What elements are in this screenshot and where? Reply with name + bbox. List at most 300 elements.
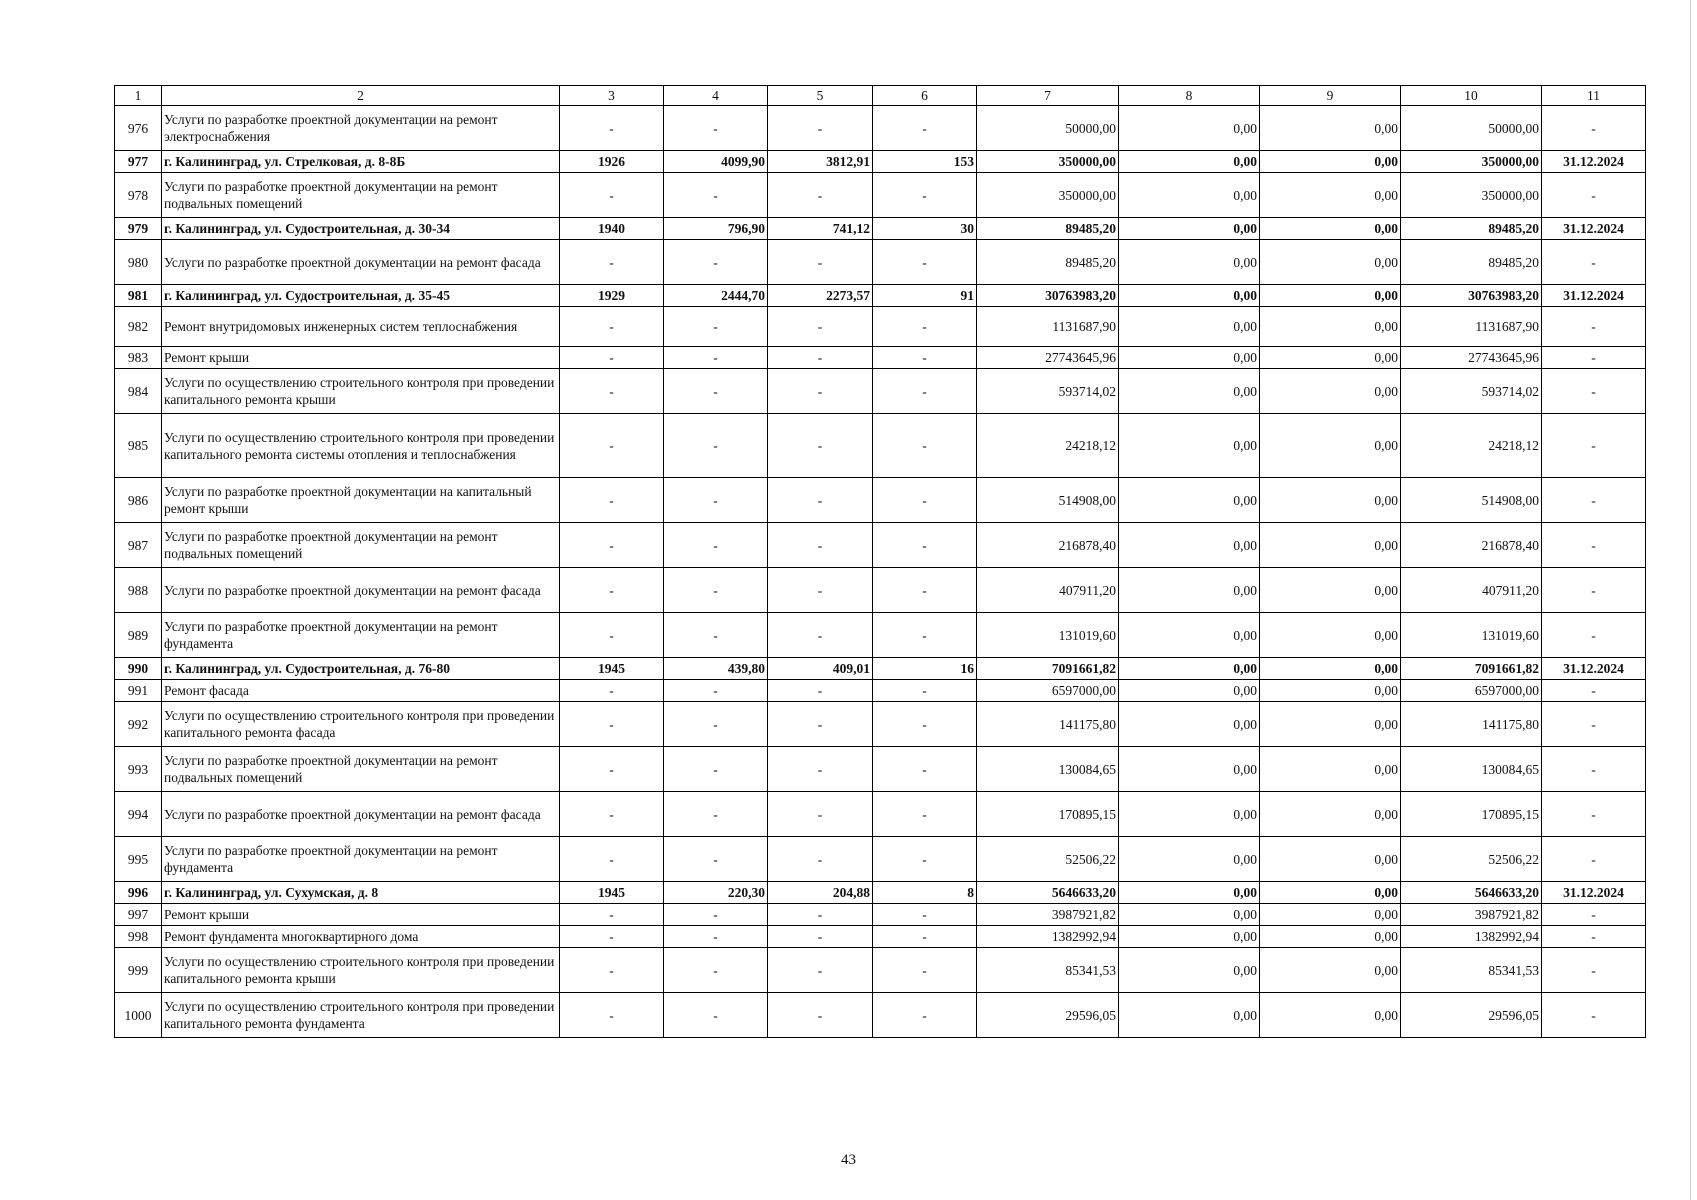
work-description: Ремонт крыши xyxy=(162,904,560,926)
total-cost: 5646633,20 xyxy=(977,882,1119,904)
table-row xyxy=(115,948,1646,993)
row-number: 976 xyxy=(115,106,162,151)
total-cost: 216878,40 xyxy=(977,523,1119,568)
row-number: 993 xyxy=(115,747,162,792)
cost-col-9: 0,00 xyxy=(1260,658,1401,680)
cost-col-8: 0,00 xyxy=(1119,837,1260,882)
table-row xyxy=(115,702,1646,747)
deadline: 31.12.2024 xyxy=(1542,285,1646,307)
total-cost: 1382992,94 xyxy=(977,926,1119,948)
table-row xyxy=(115,993,1646,1038)
deadline: - xyxy=(1542,680,1646,702)
residents-count: - xyxy=(873,904,977,926)
table-row xyxy=(115,369,1646,414)
deadline: - xyxy=(1542,523,1646,568)
row-number: 994 xyxy=(115,792,162,837)
total-cost: 130084,65 xyxy=(977,747,1119,792)
total-area: - xyxy=(664,792,768,837)
living-area: - xyxy=(768,792,873,837)
residents-count: - xyxy=(873,414,977,478)
cost-col-9: 0,00 xyxy=(1260,285,1401,307)
cost-col-10: 30763983,20 xyxy=(1401,285,1542,307)
year-built: - xyxy=(560,702,664,747)
work-description: Услуги по разработке проектной документации на ремонт фундамента xyxy=(162,837,560,882)
total-area: - xyxy=(664,926,768,948)
total-area: - xyxy=(664,523,768,568)
deadline: - xyxy=(1542,747,1646,792)
row-number: 987 xyxy=(115,523,162,568)
cost-col-9: 0,00 xyxy=(1260,613,1401,658)
row-number: 990 xyxy=(115,658,162,680)
cost-col-9: 0,00 xyxy=(1260,948,1401,993)
year-built: - xyxy=(560,680,664,702)
table-row-object xyxy=(115,882,1646,904)
cost-col-8: 0,00 xyxy=(1119,369,1260,414)
cost-col-10: 407911,20 xyxy=(1401,568,1542,613)
cost-col-10: 141175,80 xyxy=(1401,702,1542,747)
cost-col-10: 350000,00 xyxy=(1401,173,1542,218)
living-area: 409,01 xyxy=(768,658,873,680)
residents-count: 91 xyxy=(873,285,977,307)
column-header: 3 xyxy=(560,86,664,106)
repair-register-table xyxy=(114,85,1646,1038)
cost-col-9: 0,00 xyxy=(1260,747,1401,792)
year-built: - xyxy=(560,948,664,993)
deadline: - xyxy=(1542,926,1646,948)
year-built: - xyxy=(560,926,664,948)
cost-col-8: 0,00 xyxy=(1119,240,1260,285)
row-number: 977 xyxy=(115,151,162,173)
cost-col-8: 0,00 xyxy=(1119,680,1260,702)
work-description: Услуги по разработке проектной документации на ремонт фасада xyxy=(162,792,560,837)
column-header: 10 xyxy=(1401,86,1542,106)
work-description: Услуги по осуществлению строительного контроля при проведении капитального ремонта крыши xyxy=(162,369,560,414)
living-area: - xyxy=(768,106,873,151)
total-area: - xyxy=(664,837,768,882)
cost-col-10: 89485,20 xyxy=(1401,240,1542,285)
cost-col-9: 0,00 xyxy=(1260,568,1401,613)
cost-col-9: 0,00 xyxy=(1260,702,1401,747)
year-built: - xyxy=(560,106,664,151)
cost-col-8: 0,00 xyxy=(1119,792,1260,837)
residents-count: - xyxy=(873,702,977,747)
cost-col-8: 0,00 xyxy=(1119,993,1260,1038)
living-area: - xyxy=(768,240,873,285)
cost-col-10: 130084,65 xyxy=(1401,747,1542,792)
work-description: Услуги по разработке проектной документации на капитальный ремонт крыши xyxy=(162,478,560,523)
deadline: - xyxy=(1542,414,1646,478)
deadline: 31.12.2024 xyxy=(1542,658,1646,680)
table-row xyxy=(115,680,1646,702)
work-description: Услуги по осуществлению строительного контроля при проведении капитального ремонта крыши xyxy=(162,948,560,993)
total-cost: 170895,15 xyxy=(977,792,1119,837)
deadline: - xyxy=(1542,568,1646,613)
table-row-object xyxy=(115,218,1646,240)
cost-col-10: 50000,00 xyxy=(1401,106,1542,151)
column-header: 5 xyxy=(768,86,873,106)
total-area: - xyxy=(664,993,768,1038)
living-area: - xyxy=(768,568,873,613)
total-cost: 141175,80 xyxy=(977,702,1119,747)
living-area: - xyxy=(768,837,873,882)
total-area: - xyxy=(664,904,768,926)
cost-col-8: 0,00 xyxy=(1119,414,1260,478)
deadline: 31.12.2024 xyxy=(1542,218,1646,240)
year-built: - xyxy=(560,369,664,414)
total-area: - xyxy=(664,106,768,151)
table-row xyxy=(115,173,1646,218)
work-description: г. Калининград, ул. Судостроительная, д. 76-80 xyxy=(162,658,560,680)
deadline: - xyxy=(1542,837,1646,882)
work-description: Услуги по осуществлению строительного контроля при проведении капитального ремонта фасада xyxy=(162,702,560,747)
cost-col-9: 0,00 xyxy=(1260,993,1401,1038)
page-number: 43 xyxy=(841,1152,856,1168)
residents-count: - xyxy=(873,173,977,218)
column-header: 7 xyxy=(977,86,1119,106)
deadline: - xyxy=(1542,792,1646,837)
deadline: - xyxy=(1542,904,1646,926)
cost-col-8: 0,00 xyxy=(1119,948,1260,993)
cost-col-8: 0,00 xyxy=(1119,904,1260,926)
living-area: - xyxy=(768,993,873,1038)
work-description: г. Калининград, ул. Сухумская, д. 8 xyxy=(162,882,560,904)
table-row xyxy=(115,106,1646,151)
row-number: 991 xyxy=(115,680,162,702)
work-description: Ремонт крыши xyxy=(162,347,560,369)
residents-count: - xyxy=(873,106,977,151)
row-number: 988 xyxy=(115,568,162,613)
year-built: - xyxy=(560,837,664,882)
total-area: - xyxy=(664,369,768,414)
living-area: - xyxy=(768,173,873,218)
living-area: - xyxy=(768,680,873,702)
year-built: 1929 xyxy=(560,285,664,307)
residents-count: - xyxy=(873,993,977,1038)
cost-col-10: 89485,20 xyxy=(1401,218,1542,240)
column-header: 2 xyxy=(162,86,560,106)
table-row-object xyxy=(115,285,1646,307)
column-header: 4 xyxy=(664,86,768,106)
row-number: 998 xyxy=(115,926,162,948)
living-area: 3812,91 xyxy=(768,151,873,173)
cost-col-10: 1131687,90 xyxy=(1401,307,1542,347)
work-description: Услуги по разработке проектной документации на ремонт подвальных помещений xyxy=(162,173,560,218)
cost-col-10: 131019,60 xyxy=(1401,613,1542,658)
living-area: 2273,57 xyxy=(768,285,873,307)
deadline: - xyxy=(1542,993,1646,1038)
total-area: - xyxy=(664,478,768,523)
column-header: 9 xyxy=(1260,86,1401,106)
deadline: - xyxy=(1542,948,1646,993)
residents-count: - xyxy=(873,948,977,993)
work-description: Услуги по разработке проектной документации на ремонт фасада xyxy=(162,240,560,285)
total-cost: 7091661,82 xyxy=(977,658,1119,680)
total-cost: 593714,02 xyxy=(977,369,1119,414)
living-area: 204,88 xyxy=(768,882,873,904)
cost-col-10: 1382992,94 xyxy=(1401,926,1542,948)
cost-col-8: 0,00 xyxy=(1119,613,1260,658)
total-cost: 514908,00 xyxy=(977,478,1119,523)
year-built: - xyxy=(560,173,664,218)
deadline: - xyxy=(1542,307,1646,347)
table-row xyxy=(115,347,1646,369)
column-number-header xyxy=(115,86,1646,106)
table-row xyxy=(115,926,1646,948)
table-row xyxy=(115,414,1646,478)
total-cost: 85341,53 xyxy=(977,948,1119,993)
total-cost: 30763983,20 xyxy=(977,285,1119,307)
total-cost: 1131687,90 xyxy=(977,307,1119,347)
work-description: Услуги по разработке проектной документации на ремонт электроснабжения xyxy=(162,106,560,151)
cost-col-9: 0,00 xyxy=(1260,478,1401,523)
work-description: Услуги по разработке проектной документации на ремонт подвальных помещений xyxy=(162,523,560,568)
total-area: 2444,70 xyxy=(664,285,768,307)
year-built: 1945 xyxy=(560,658,664,680)
cost-col-10: 27743645,96 xyxy=(1401,347,1542,369)
row-number: 983 xyxy=(115,347,162,369)
cost-col-9: 0,00 xyxy=(1260,792,1401,837)
column-header: 6 xyxy=(873,86,977,106)
cost-col-10: 216878,40 xyxy=(1401,523,1542,568)
year-built: - xyxy=(560,904,664,926)
deadline: - xyxy=(1542,613,1646,658)
work-description: г. Калининград, ул. Стрелковая, д. 8-8Б xyxy=(162,151,560,173)
total-cost: 407911,20 xyxy=(977,568,1119,613)
table-row xyxy=(115,240,1646,285)
cost-col-8: 0,00 xyxy=(1119,568,1260,613)
cost-col-9: 0,00 xyxy=(1260,837,1401,882)
row-number: 978 xyxy=(115,173,162,218)
total-area: - xyxy=(664,747,768,792)
living-area: - xyxy=(768,926,873,948)
cost-col-8: 0,00 xyxy=(1119,347,1260,369)
row-number: 986 xyxy=(115,478,162,523)
total-cost: 89485,20 xyxy=(977,240,1119,285)
cost-col-10: 85341,53 xyxy=(1401,948,1542,993)
cost-col-8: 0,00 xyxy=(1119,882,1260,904)
cost-col-9: 0,00 xyxy=(1260,882,1401,904)
total-area: - xyxy=(664,613,768,658)
cost-col-10: 593714,02 xyxy=(1401,369,1542,414)
total-area: - xyxy=(664,568,768,613)
cost-col-10: 5646633,20 xyxy=(1401,882,1542,904)
total-cost: 29596,05 xyxy=(977,993,1119,1038)
residents-count: - xyxy=(873,926,977,948)
living-area: - xyxy=(768,414,873,478)
row-number: 992 xyxy=(115,702,162,747)
cost-col-9: 0,00 xyxy=(1260,173,1401,218)
total-cost: 3987921,82 xyxy=(977,904,1119,926)
total-cost: 52506,22 xyxy=(977,837,1119,882)
residents-count: - xyxy=(873,568,977,613)
cost-col-10: 7091661,82 xyxy=(1401,658,1542,680)
work-description: г. Калининград, ул. Судостроительная, д. 30-34 xyxy=(162,218,560,240)
table-row xyxy=(115,613,1646,658)
cost-col-9: 0,00 xyxy=(1260,106,1401,151)
living-area: - xyxy=(768,702,873,747)
total-cost: 6597000,00 xyxy=(977,680,1119,702)
total-area: - xyxy=(664,680,768,702)
deadline: - xyxy=(1542,240,1646,285)
living-area: - xyxy=(768,369,873,414)
deadline: - xyxy=(1542,369,1646,414)
year-built: - xyxy=(560,747,664,792)
cost-col-10: 6597000,00 xyxy=(1401,680,1542,702)
living-area: - xyxy=(768,478,873,523)
residents-count: - xyxy=(873,347,977,369)
cost-col-9: 0,00 xyxy=(1260,369,1401,414)
row-number: 981 xyxy=(115,285,162,307)
column-header: 11 xyxy=(1542,86,1646,106)
year-built: - xyxy=(560,240,664,285)
year-built: - xyxy=(560,523,664,568)
work-description: Услуги по осуществлению строительного контроля при проведении капитального ремонта системы отопления и теплоснабжения xyxy=(162,414,560,478)
row-number: 980 xyxy=(115,240,162,285)
work-description: Ремонт внутридомовых инженерных систем теплоснабжения xyxy=(162,307,560,347)
cost-col-9: 0,00 xyxy=(1260,151,1401,173)
table-row xyxy=(115,478,1646,523)
total-area: - xyxy=(664,307,768,347)
work-description: Услуги по разработке проектной документации на ремонт фундамента xyxy=(162,613,560,658)
column-header: 8 xyxy=(1119,86,1260,106)
deadline: 31.12.2024 xyxy=(1542,151,1646,173)
year-built: - xyxy=(560,478,664,523)
total-area: 796,90 xyxy=(664,218,768,240)
cost-col-10: 52506,22 xyxy=(1401,837,1542,882)
table-row xyxy=(115,747,1646,792)
row-number: 997 xyxy=(115,904,162,926)
residents-count: - xyxy=(873,613,977,658)
cost-col-10: 350000,00 xyxy=(1401,151,1542,173)
row-number: 984 xyxy=(115,369,162,414)
work-description: Ремонт фундамента многоквартирного дома xyxy=(162,926,560,948)
year-built: 1945 xyxy=(560,882,664,904)
deadline: - xyxy=(1542,702,1646,747)
work-description: Услуги по осуществлению строительного контроля при проведении капитального ремонта фундамента xyxy=(162,993,560,1038)
deadline: 31.12.2024 xyxy=(1542,882,1646,904)
work-description: Услуги по разработке проектной документации на ремонт подвальных помещений xyxy=(162,747,560,792)
year-built: - xyxy=(560,568,664,613)
cost-col-8: 0,00 xyxy=(1119,307,1260,347)
living-area: - xyxy=(768,613,873,658)
row-number: 982 xyxy=(115,307,162,347)
total-area: 220,30 xyxy=(664,882,768,904)
total-cost: 24218,12 xyxy=(977,414,1119,478)
residents-count: 16 xyxy=(873,658,977,680)
cost-col-8: 0,00 xyxy=(1119,702,1260,747)
year-built: - xyxy=(560,613,664,658)
cost-col-10: 29596,05 xyxy=(1401,993,1542,1038)
living-area: 741,12 xyxy=(768,218,873,240)
total-cost: 50000,00 xyxy=(977,106,1119,151)
table-row xyxy=(115,904,1646,926)
year-built: - xyxy=(560,347,664,369)
residents-count: 153 xyxy=(873,151,977,173)
total-area: - xyxy=(664,414,768,478)
living-area: - xyxy=(768,747,873,792)
living-area: - xyxy=(768,523,873,568)
cost-col-9: 0,00 xyxy=(1260,218,1401,240)
total-area: 4099,90 xyxy=(664,151,768,173)
living-area: - xyxy=(768,307,873,347)
residents-count: - xyxy=(873,680,977,702)
total-cost: 131019,60 xyxy=(977,613,1119,658)
cost-col-10: 170895,15 xyxy=(1401,792,1542,837)
year-built: - xyxy=(560,414,664,478)
deadline: - xyxy=(1542,347,1646,369)
column-header: 1 xyxy=(115,86,162,106)
total-area: - xyxy=(664,173,768,218)
cost-col-8: 0,00 xyxy=(1119,478,1260,523)
total-area: - xyxy=(664,948,768,993)
cost-col-8: 0,00 xyxy=(1119,747,1260,792)
residents-count: - xyxy=(873,478,977,523)
cost-col-9: 0,00 xyxy=(1260,523,1401,568)
table-row xyxy=(115,307,1646,347)
cost-col-10: 24218,12 xyxy=(1401,414,1542,478)
table-row-object xyxy=(115,151,1646,173)
total-cost: 89485,20 xyxy=(977,218,1119,240)
total-area: - xyxy=(664,702,768,747)
residents-count: - xyxy=(873,747,977,792)
living-area: - xyxy=(768,948,873,993)
total-area: 439,80 xyxy=(664,658,768,680)
cost-col-9: 0,00 xyxy=(1260,904,1401,926)
total-cost: 350000,00 xyxy=(977,151,1119,173)
cost-col-9: 0,00 xyxy=(1260,307,1401,347)
cost-col-8: 0,00 xyxy=(1119,658,1260,680)
table-row xyxy=(115,523,1646,568)
year-built: - xyxy=(560,792,664,837)
table-body xyxy=(115,106,1646,1038)
year-built: - xyxy=(560,307,664,347)
cost-col-9: 0,00 xyxy=(1260,347,1401,369)
cost-col-8: 0,00 xyxy=(1119,285,1260,307)
row-number: 1000 xyxy=(115,993,162,1038)
cost-col-8: 0,00 xyxy=(1119,523,1260,568)
total-cost: 350000,00 xyxy=(977,173,1119,218)
residents-count: 8 xyxy=(873,882,977,904)
page-edge-line xyxy=(1690,0,1691,1200)
cost-col-9: 0,00 xyxy=(1260,240,1401,285)
row-number: 995 xyxy=(115,837,162,882)
total-area: - xyxy=(664,347,768,369)
deadline: - xyxy=(1542,106,1646,151)
residents-count: - xyxy=(873,307,977,347)
cost-col-9: 0,00 xyxy=(1260,414,1401,478)
cost-col-8: 0,00 xyxy=(1119,151,1260,173)
table-row xyxy=(115,568,1646,613)
deadline: - xyxy=(1542,478,1646,523)
cost-col-8: 0,00 xyxy=(1119,173,1260,218)
cost-col-10: 514908,00 xyxy=(1401,478,1542,523)
cost-col-8: 0,00 xyxy=(1119,106,1260,151)
deadline: - xyxy=(1542,173,1646,218)
year-built: 1940 xyxy=(560,218,664,240)
cost-col-8: 0,00 xyxy=(1119,926,1260,948)
total-area: - xyxy=(664,240,768,285)
row-number: 979 xyxy=(115,218,162,240)
table-row-object xyxy=(115,658,1646,680)
cost-col-10: 3987921,82 xyxy=(1401,904,1542,926)
row-number: 989 xyxy=(115,613,162,658)
row-number: 999 xyxy=(115,948,162,993)
row-number: 996 xyxy=(115,882,162,904)
year-built: 1926 xyxy=(560,151,664,173)
cost-col-9: 0,00 xyxy=(1260,680,1401,702)
work-description: Услуги по разработке проектной документации на ремонт фасада xyxy=(162,568,560,613)
living-area: - xyxy=(768,904,873,926)
